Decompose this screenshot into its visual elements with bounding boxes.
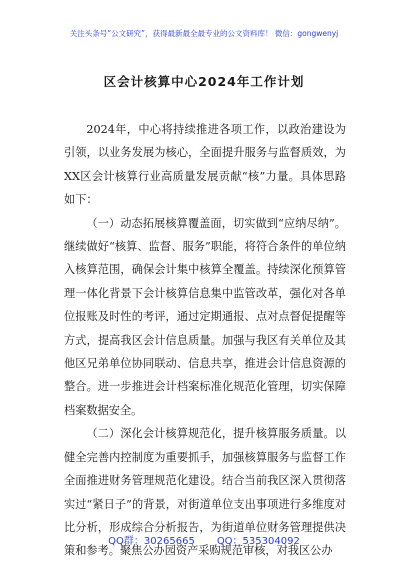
document-body bbox=[64, 118, 346, 563]
paragraph-section-2: （二）深化会计核算规范化，提升核算服务质量。以健全完善内控制度为重要抓手，加强核算服务与监督工作全面推进财务管理规范化建设。结合当前我区深入贯彻落实过“紧日子”的背景，对街道单位支出事项进行多维度对比分析，形成综合分析报告，为街道单位财务管理提供决策和参考。聚焦公办园资产采购规范审核，对我区公办 bbox=[64, 427, 346, 558]
paragraph-intro: 2024年，中心将持续推进各项工作，以政治建设为引领，以业务发展为核心，全面提升服务与监督质效，为XX区会计核算行业高质量发展贡献“核”力量。具体思路如下： bbox=[64, 123, 346, 207]
footer-qq-number: QQ：535304092 bbox=[216, 536, 300, 547]
footer-contact bbox=[0, 532, 408, 547]
footer-qq-group: QQ群：30265665 bbox=[108, 536, 195, 547]
header-banner: 关注头条号“公文研究”，获得最新最全最专业的公文资料库！ 微信：gongwenyj bbox=[69, 29, 339, 38]
paragraph-section-1: （一）动态拓展核算覆盖面，切实做到“应纳尽纳”。继续做好“核算、监督、服务”职能，将符合条件的单位纳入核算范围，确保会计集中核算全覆盖。持续深化预算管理一体化背景下会计核算信息集中监管改革，强化对各单位报账及时性的考评，通过定期通报、点对点督促提醒等方式，提高我区会计信息质量。加强与我区有关单位及其他区兄弟单位协同联动、信息共享，推进会计信息资源的整合。进一步推进会计档案标准化规范化管理，切实保障档案数据安全。 bbox=[64, 216, 346, 417]
document-title: 区会计核算中心2024年工作计划 bbox=[103, 74, 305, 89]
